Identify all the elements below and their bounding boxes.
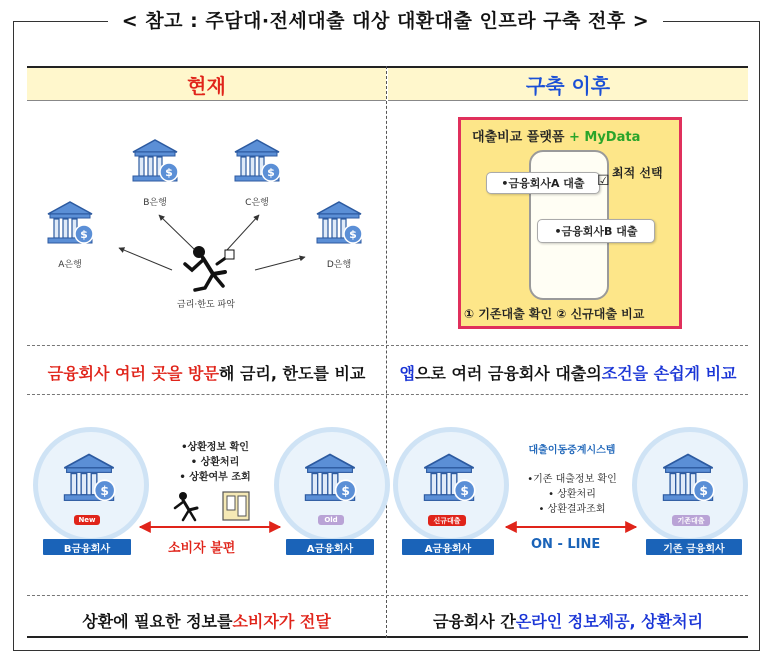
old-tag: Old: [318, 515, 344, 525]
caption-right-bottom-rest: 금융회사 간: [432, 611, 516, 631]
new-tag: New: [74, 515, 100, 525]
bank-label-c: C은행: [245, 198, 269, 208]
bank-icon-old-lender: [660, 450, 716, 506]
caption-right-mid: [388, 357, 748, 387]
right-steps: [510, 472, 634, 517]
caption-left-bottom: [27, 605, 386, 635]
row-divider-1: [27, 345, 748, 346]
page-title: < 참고 : 주담대·전세대출 대상 대환대출 인프라 구축 전후 >: [108, 6, 663, 33]
fax-machine-icon: [223, 492, 249, 520]
bank-label-d: D은행: [326, 260, 352, 270]
platform-label: 대출비교 플랫폼: [472, 130, 565, 145]
bank-icon-c: [235, 140, 280, 181]
old-bank-bar: A금융회사: [286, 539, 374, 555]
right-step-2: • 상환처리: [548, 489, 596, 500]
caption-right-bottom-highlight: 온라인 정보제공, 상환처리: [515, 611, 704, 631]
bank-icon-old: [302, 450, 358, 506]
header-current: 현재: [27, 68, 386, 101]
bank-icon-new: [61, 450, 117, 506]
online-label: ON - LINE: [531, 537, 601, 552]
caption-left-mid: [27, 357, 386, 387]
platform-footer: ① 기존대출 확인 ② 신규대출 비교: [464, 307, 645, 321]
double-arrow-red-online: [496, 520, 646, 534]
left-step-1: •상환정보 확인: [181, 442, 249, 453]
right-step-3: • 상환결과조회: [538, 504, 606, 515]
column-divider: [386, 66, 387, 638]
platform-title: [472, 126, 640, 145]
bank-label-b: B은행: [143, 198, 167, 208]
row-divider-3: [27, 595, 748, 596]
loan-b-chip: •금융회사B 대출: [537, 219, 655, 243]
mydata-label: + MyData: [568, 130, 641, 145]
arrow-to-c: [227, 215, 259, 250]
best-choice-label: 최적 선택: [612, 166, 663, 180]
old-loan-tag: 기존대출: [672, 515, 710, 526]
caption-left-mid-highlight: 금융회사 여러 곳을 방문: [47, 363, 219, 383]
title-wrap: [0, 6, 771, 33]
caption-left-bottom-rest: 상환에 필요한 정보를: [82, 611, 233, 631]
new-loan-tag: 신규대출: [428, 515, 466, 526]
bank-label-a: A은행: [58, 260, 82, 270]
inconvenience-label: 소비자 불편: [168, 541, 236, 556]
caption-left-bottom-highlight: 소비자가 전달: [232, 611, 331, 631]
bank-icon-b: [133, 140, 178, 181]
loan-a-chip: •금융회사A 대출: [486, 172, 600, 194]
running-person-icon: [185, 246, 234, 290]
arrow-to-d: [255, 257, 305, 270]
caption-right-mid-highlight: 조건을 손쉽게 비교: [601, 363, 737, 383]
check-icon: ☑: [597, 173, 610, 189]
running-person-icon-small: [175, 492, 197, 520]
person-caption: 금리·한도 파악: [177, 300, 235, 310]
header-after: 구축 이후: [388, 68, 748, 101]
caption-left-mid-rest: 해 금리, 한도를 비교: [218, 363, 366, 383]
left-step-3: • 상환여부 조회: [179, 472, 251, 483]
bank-icon-a: [48, 202, 93, 243]
double-arrow-red: [130, 520, 290, 534]
caption-right-bottom: [388, 605, 748, 635]
arrow-to-b: [159, 215, 195, 250]
bank-icon-d: [317, 202, 362, 243]
new-bank-bar: B금융회사: [43, 539, 131, 555]
system-label: 대출이동중계시스템: [528, 445, 616, 456]
caption-right-mid-rest: 으로 여러 금융회사 대출의: [414, 363, 602, 383]
bank-icon-new-lender: [421, 450, 477, 506]
caption-right-mid-app: 앱: [399, 363, 415, 383]
left-step-2: • 상환처리: [190, 457, 240, 468]
old-lender-bar: 기존 금융회사: [646, 539, 742, 555]
row-divider-2: [27, 394, 748, 395]
new-lender-bar: A금융회사: [402, 539, 494, 555]
left-steps: [160, 440, 270, 485]
arrow-to-a: [119, 248, 172, 270]
right-step-1: •기존 대출정보 확인: [527, 474, 617, 485]
person-with-documents: [165, 490, 265, 524]
